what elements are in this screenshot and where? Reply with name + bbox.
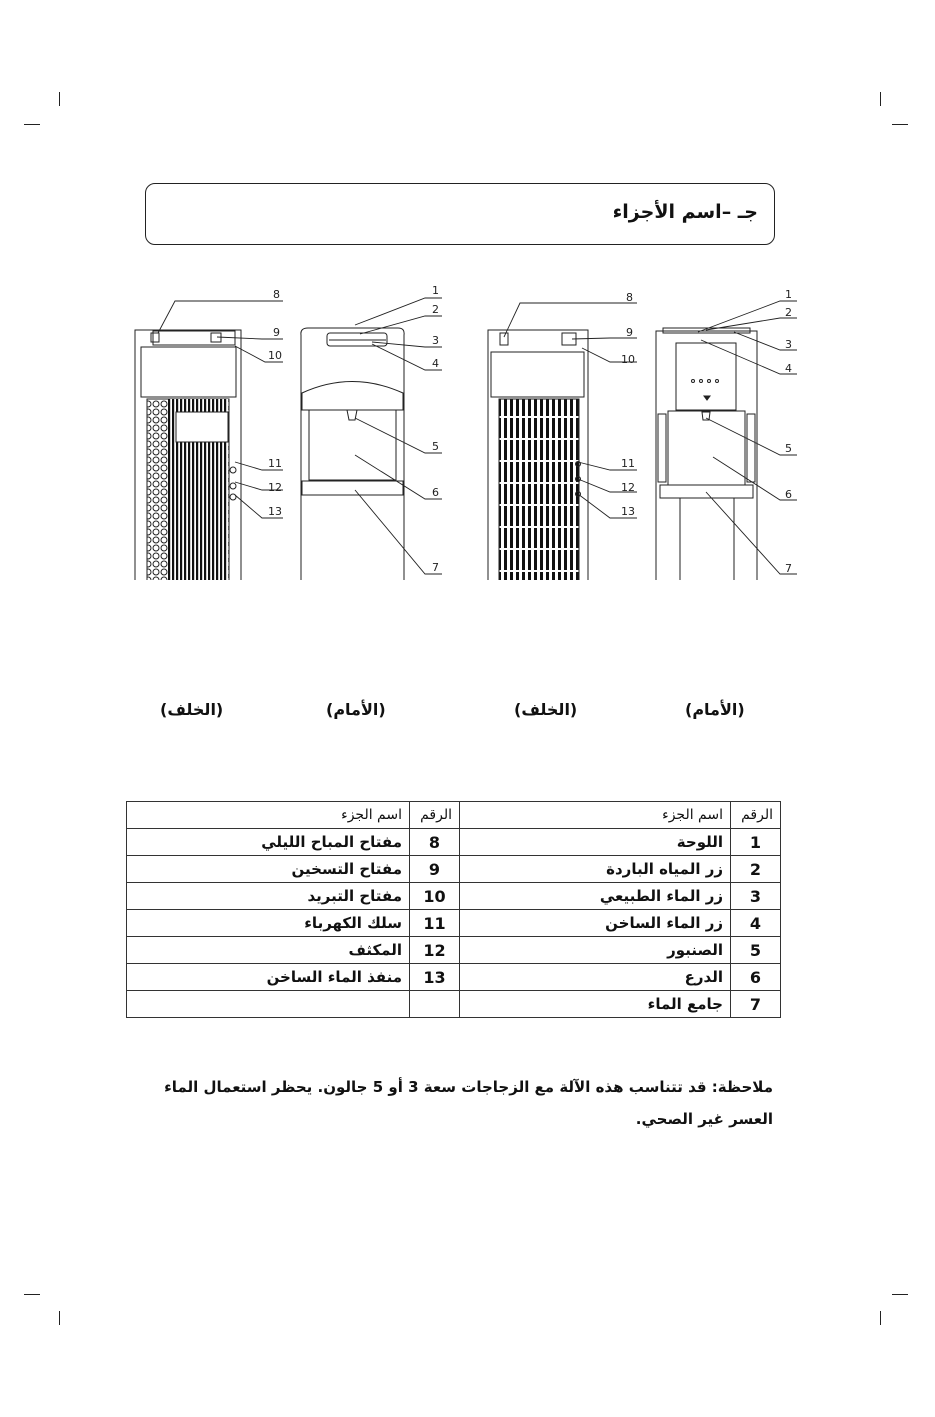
section-title: ﺟـ –اسم الأجزاء — [612, 201, 758, 223]
callout-8: 8 — [273, 288, 280, 301]
callout-5: 5 — [432, 440, 439, 453]
part-name: مفتاح التسخين — [127, 856, 410, 883]
table-row — [127, 991, 781, 1018]
dispenser-back-left — [135, 330, 241, 580]
table-row — [127, 829, 781, 856]
callout-5: 5 — [785, 442, 792, 455]
part-number: 13 — [410, 964, 460, 991]
table-row — [127, 856, 781, 883]
callout-11: 11 — [268, 457, 282, 470]
part-name: الدرع — [460, 964, 731, 991]
callout-13: 13 — [621, 505, 635, 518]
part-name: اللوحة — [460, 829, 731, 856]
part-number: 1 — [731, 829, 781, 856]
dispenser-back-right — [488, 330, 588, 580]
part-name: جامع الماء — [460, 991, 731, 1018]
callout-6: 6 — [432, 486, 439, 499]
view-label-back: (الخلف) — [160, 700, 224, 719]
crop-mark — [892, 1294, 908, 1295]
part-name: المكثف — [127, 937, 410, 964]
callout-1: 1 — [432, 284, 439, 297]
view-label-front: (الأمام) — [685, 700, 745, 719]
callout-3: 3 — [785, 338, 792, 351]
crop-mark — [892, 124, 908, 125]
part-name: زر الماء الطبيعي — [460, 883, 731, 910]
header-part-name: اسم الجزء — [127, 802, 410, 829]
crop-mark — [24, 124, 40, 125]
callout-4: 4 — [432, 357, 439, 370]
part-number: 11 — [410, 910, 460, 937]
part-number: 4 — [731, 910, 781, 937]
part-number: 8 — [410, 829, 460, 856]
part-number: 10 — [410, 883, 460, 910]
part-name: الصنبور — [460, 937, 731, 964]
view-label-front: (الأمام) — [326, 700, 386, 719]
view-label-back: (الخلف) — [514, 700, 578, 719]
callout-3: 3 — [432, 334, 439, 347]
part-name — [127, 991, 410, 1018]
callout-7: 7 — [785, 562, 792, 575]
callout-2: 2 — [432, 303, 439, 316]
callout-9: 9 — [273, 326, 280, 339]
part-number: 12 — [410, 937, 460, 964]
dispenser-front-right — [656, 328, 757, 580]
callout-12: 12 — [268, 481, 282, 494]
callout-2: 2 — [785, 306, 792, 319]
header-part-name: اسم الجزء — [460, 802, 731, 829]
callout-10: 10 — [621, 353, 635, 366]
callout-12: 12 — [621, 481, 635, 494]
part-name: منفذ الماء الساخن — [127, 964, 410, 991]
part-name: سلك الكهرباء — [127, 910, 410, 937]
table-row — [127, 910, 781, 937]
callout-7: 7 — [432, 561, 439, 574]
part-number: 3 — [731, 883, 781, 910]
part-number: 5 — [731, 937, 781, 964]
usage-note: ملاحظة: قد تتناسب هذه الآلة مع الزجاجات سعة 3 أو 5 جالون. يحظر استعمال الماء العسر غير الصحي. — [164, 1078, 773, 1128]
part-number — [410, 991, 460, 1018]
callout-11: 11 — [621, 457, 635, 470]
table-row — [127, 964, 781, 991]
part-number: 2 — [731, 856, 781, 883]
dispenser-front-left — [301, 328, 404, 580]
table-row — [127, 883, 781, 910]
crop-mark — [880, 1311, 881, 1325]
crop-mark — [59, 1311, 60, 1325]
part-name: مفتاح التبريد — [127, 883, 410, 910]
parts-diagram — [0, 280, 935, 580]
section-title-box — [145, 183, 775, 245]
part-name: مفتاح المباح الليلي — [127, 829, 410, 856]
parts-table — [126, 801, 781, 1018]
callout-1: 1 — [785, 288, 792, 301]
callout-8: 8 — [626, 291, 633, 304]
crop-mark — [880, 92, 881, 106]
callout-13: 13 — [268, 505, 282, 518]
crop-mark — [59, 92, 60, 106]
table-header-row — [127, 802, 781, 829]
header-number: الرقم — [410, 802, 460, 829]
part-number: 6 — [731, 964, 781, 991]
callout-4: 4 — [785, 362, 792, 375]
callout-10: 10 — [268, 349, 282, 362]
table-row — [127, 937, 781, 964]
part-number: 7 — [731, 991, 781, 1018]
crop-mark — [24, 1294, 40, 1295]
part-number: 9 — [410, 856, 460, 883]
header-number: الرقم — [731, 802, 781, 829]
part-name: زر الماء الساخن — [460, 910, 731, 937]
part-name: زر المياه الباردة — [460, 856, 731, 883]
callout-6: 6 — [785, 488, 792, 501]
callout-9: 9 — [626, 326, 633, 339]
